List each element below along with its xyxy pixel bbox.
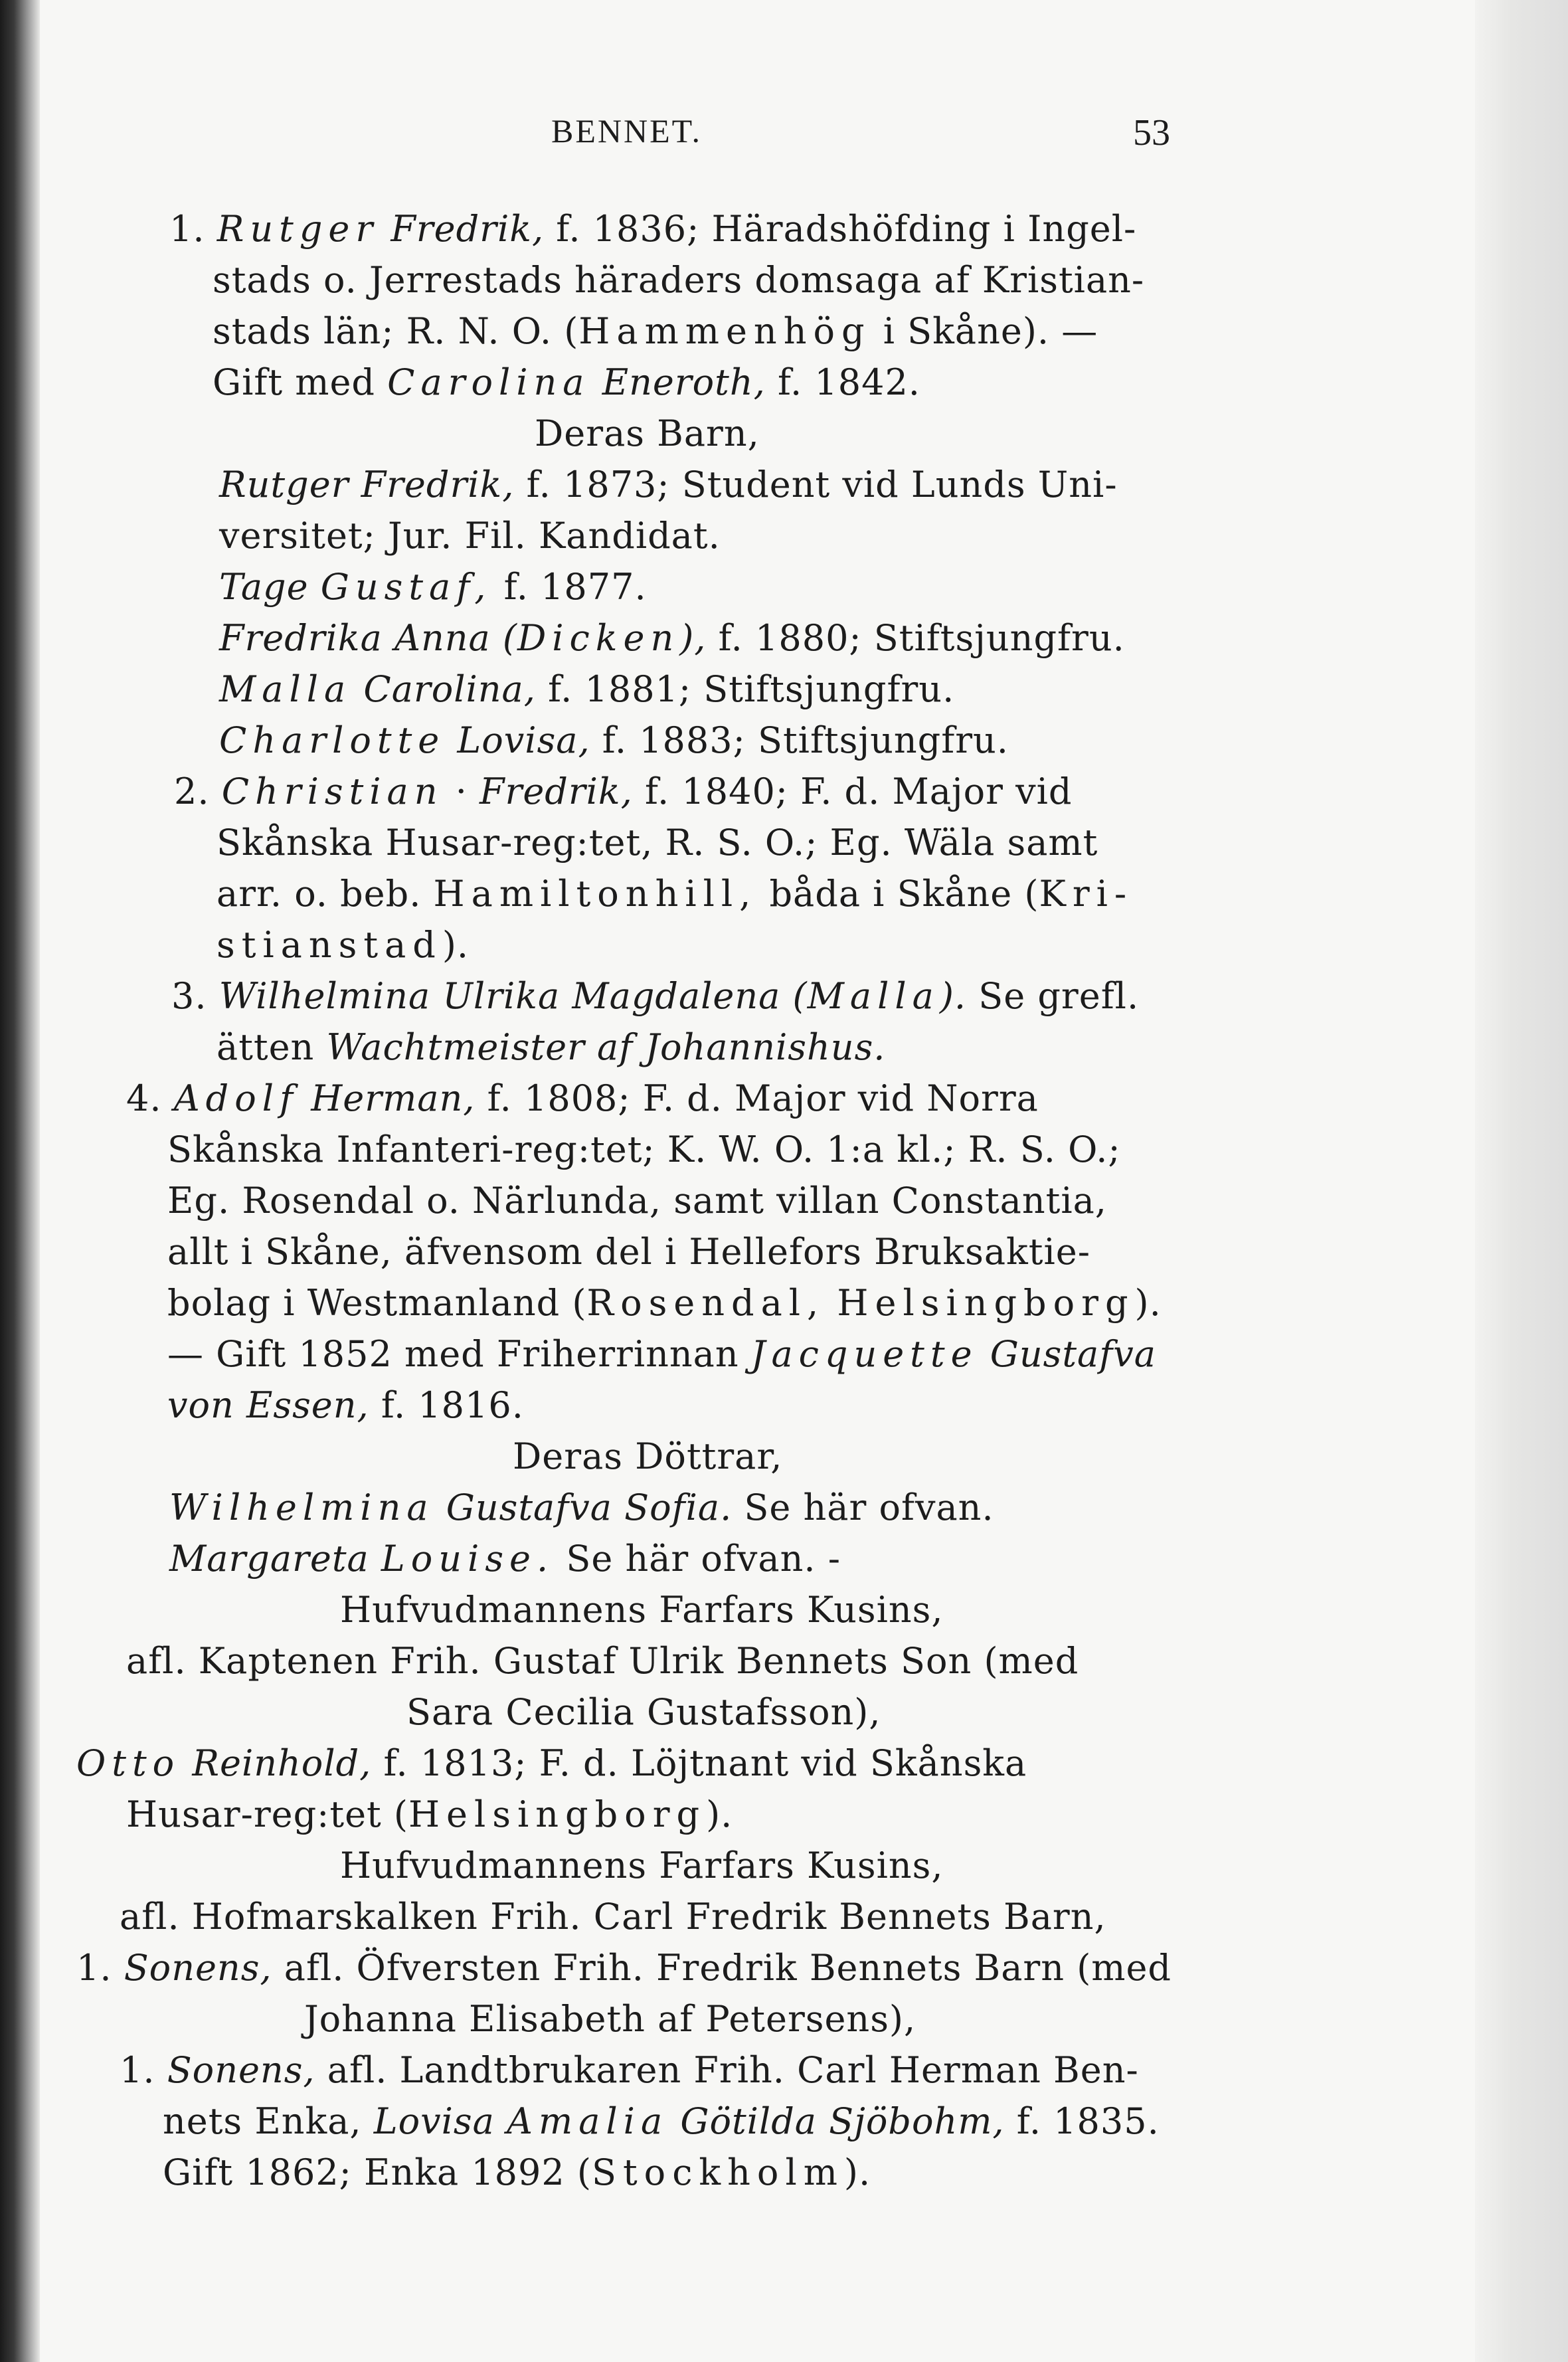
text-segment: versitet; Jur. Fil. Kandidat. <box>219 515 721 557</box>
text-segment: Reinhold, <box>192 1742 372 1784</box>
text-segment: arr. o. beb. <box>217 873 434 915</box>
text-segment: Adolf <box>173 1077 300 1119</box>
text-line <box>76 1744 1027 1783</box>
text-segment: 4. <box>126 1077 174 1119</box>
text-line <box>174 772 1073 812</box>
text-line <box>167 1334 1156 1374</box>
text-segment: Sara Cecilia Gustafsson), <box>406 1691 881 1733</box>
text-segment: ). <box>939 975 967 1017</box>
text-segment <box>379 208 391 250</box>
text-segment: afl. Landtbrukaren Frih. Carl Herman Ben- <box>315 2049 1139 2091</box>
text-segment: Eneroth, <box>602 361 766 403</box>
text-segment: Amalia <box>507 2100 669 2142</box>
text-line <box>163 2102 1160 2141</box>
text-line <box>217 874 1133 914</box>
text-segment: — Gift 1852 med Friherrinnan <box>167 1333 751 1375</box>
text-segment: Carolina <box>387 361 590 403</box>
text-segment: Eg. Rosendal o. Närlunda, samt villan Constantia, <box>167 1180 1107 1222</box>
text-segment: Deras Barn, <box>535 412 760 454</box>
text-segment <box>351 668 363 710</box>
text-line <box>340 1590 944 1630</box>
text-segment: Götilda Sjöbohm, <box>680 2100 1005 2142</box>
text-segment <box>369 1538 381 1580</box>
text-segment: Helsingborg <box>408 1793 707 1835</box>
text-segment: i Skåne). — <box>871 310 1098 352</box>
text-segment: Gift 1862; Enka 1892 ( <box>163 2151 592 2193</box>
text-segment <box>495 2100 507 2142</box>
text-line <box>120 2050 1139 2090</box>
text-line <box>167 1283 1162 1323</box>
text-segment: ). <box>442 924 470 966</box>
text-line <box>126 1795 733 1835</box>
text-segment: von Essen, <box>167 1384 369 1426</box>
text-segment: f. 1836; Häradshöfding i Ingel- <box>544 208 1137 250</box>
text-segment: f. 1877. <box>491 566 647 608</box>
text-segment: allt i Skåne, äfvensom del i Hellefors Bruksaktie- <box>167 1231 1090 1273</box>
text-segment: Louise. <box>381 1538 555 1580</box>
text-segment: Charlotte <box>219 719 446 761</box>
text-segment: Tage <box>219 566 309 608</box>
text-line <box>406 1692 881 1732</box>
page-number: 53 <box>1133 112 1170 153</box>
text-line <box>163 2153 871 2193</box>
text-segment: båda i Skåne ( <box>757 873 1039 915</box>
text-segment: Herman, <box>311 1077 476 1119</box>
text-segment: 2. <box>174 771 222 812</box>
text-segment: Sonens, <box>167 2049 315 2091</box>
text-segment: Deras Döttrar, <box>513 1435 783 1477</box>
text-segment: Gustaf, <box>320 566 492 608</box>
text-segment: ). <box>1134 1282 1162 1324</box>
text-segment <box>668 2100 680 2142</box>
text-segment <box>590 361 602 403</box>
text-segment: Johanna Elisabeth af Petersens), <box>304 1998 916 2040</box>
text-segment: Husar-reg:tet ( <box>126 1793 408 1835</box>
text-segment: ), <box>679 617 707 659</box>
text-segment: 1. <box>169 208 217 250</box>
text-segment <box>309 566 321 608</box>
text-segment <box>180 1742 192 1784</box>
text-segment: · <box>443 771 480 812</box>
text-segment <box>434 1487 446 1528</box>
text-segment: 3. <box>171 975 219 1017</box>
text-segment: f. 1816. <box>369 1384 524 1426</box>
text-line <box>76 1948 1172 1988</box>
text-line <box>340 1846 944 1886</box>
text-segment: Sonens, <box>124 1947 272 1989</box>
text-line <box>535 414 760 454</box>
text-segment: f. 1840; F. d. Major vid <box>632 771 1073 812</box>
text-segment <box>825 1282 837 1324</box>
text-line <box>217 823 1098 863</box>
text-segment <box>299 1077 311 1119</box>
text-segment: Dicken <box>517 617 680 659</box>
text-line <box>169 1539 841 1579</box>
text-segment: stianstad <box>217 924 442 966</box>
text-line <box>167 1181 1107 1221</box>
text-segment: 1. <box>76 1947 124 1989</box>
text-line <box>169 209 1136 249</box>
text-line <box>171 976 1139 1016</box>
text-segment: bolag i Westmanland ( <box>167 1282 587 1324</box>
text-line <box>213 260 1144 300</box>
text-segment: ). <box>843 2151 871 2193</box>
text-line <box>167 1386 524 1425</box>
text-segment: Lovisa, <box>457 719 590 761</box>
text-line <box>217 925 469 965</box>
text-segment: Christian <box>221 771 444 812</box>
text-segment: Rutger Fredrik, <box>219 464 515 505</box>
text-line <box>126 1641 1079 1681</box>
text-segment: Wachtmeister af Johannishus. <box>326 1026 886 1068</box>
text-segment: f. 1880; Stiftsjungfru. <box>706 617 1125 659</box>
text-segment: Malla <box>219 668 352 710</box>
text-segment: Se här ofvan. <box>732 1487 994 1528</box>
text-line <box>513 1437 782 1477</box>
text-segment: Margareta <box>169 1538 369 1580</box>
text-line <box>304 1999 916 2039</box>
text-segment: ). <box>706 1793 733 1835</box>
text-segment: Fredrik, <box>391 208 545 250</box>
text-line <box>217 1028 885 1067</box>
text-line <box>219 567 647 607</box>
text-segment: f. 1842. <box>765 361 920 403</box>
text-line <box>219 618 1125 658</box>
text-segment: Skånska Husar-reg:tet, R. S. O.; Eg. Wäla samt <box>217 822 1098 863</box>
text-line <box>126 1079 1039 1119</box>
text-line <box>169 1488 994 1528</box>
text-segment: Malla <box>807 975 940 1017</box>
text-segment: nets Enka, <box>163 2100 374 2142</box>
text-segment: Lovisa <box>373 2100 495 2142</box>
text-segment: Rosendal, <box>586 1282 826 1324</box>
text-segment: Hammenhög <box>578 310 871 352</box>
text-segment: afl. Kaptenen Frih. Gustaf Ulrik Bennets Son (med <box>126 1640 1079 1682</box>
text-line <box>120 1897 1106 1937</box>
text-segment: Hufvudmannens Farfars Kusins, <box>340 1589 944 1631</box>
text-line <box>219 721 1009 761</box>
text-segment: Otto <box>76 1742 181 1784</box>
text-line <box>219 516 721 556</box>
text-segment <box>445 719 457 761</box>
text-segment: Hamiltonhill, <box>433 873 758 915</box>
text-segment: Gustafva <box>990 1333 1156 1375</box>
text-segment: f. 1808; F. d. Major vid Norra <box>475 1077 1039 1119</box>
text-segment: Fredrika Anna ( <box>219 617 517 659</box>
text-segment: Helsingborg <box>837 1282 1135 1324</box>
text-segment <box>978 1333 990 1375</box>
text-line <box>167 1232 1090 1272</box>
text-segment: Gustafva Sofia. <box>446 1487 733 1528</box>
text-segment: Fredrik, <box>479 771 633 812</box>
text-segment: Kri- <box>1039 873 1134 915</box>
text-segment: ätten <box>217 1026 327 1068</box>
text-line <box>213 363 920 403</box>
text-segment: afl. Öfversten Frih. Fredrik Bennets Barn (med <box>272 1947 1172 1989</box>
text-segment: Stockholm <box>591 2151 844 2193</box>
text-segment: stads län; R. N. O. ( <box>213 310 579 352</box>
text-line <box>219 670 954 709</box>
text-segment: f. 1835. <box>1004 2100 1160 2142</box>
text-segment: Gift med <box>213 361 388 403</box>
text-segment: Carolina, <box>363 668 536 710</box>
text-segment: Wilhelmina Ulrika Magdalena ( <box>218 975 808 1017</box>
text-segment: Rutger <box>217 208 379 250</box>
text-segment: f. 1883; Stiftsjungfru. <box>590 719 1009 761</box>
text-segment: 1. <box>120 2049 167 2091</box>
text-segment: Se här ofvan. - <box>554 1538 841 1580</box>
text-segment: Skånska Infanteri-reg:tet; K. W. O. 1:a kl.; R. S. O.; <box>167 1129 1121 1170</box>
text-line <box>219 465 1118 505</box>
text-segment: f. 1873; Student vid Lunds Uni- <box>514 464 1118 505</box>
text-line <box>213 312 1098 351</box>
text-segment: Jacquette <box>750 1333 978 1375</box>
running-header-title: BENNET. <box>551 112 702 149</box>
text-segment: stads o. Jerrestads häraders domsaga af Kristian- <box>213 259 1145 301</box>
text-segment: f. 1881; Stiftsjungfru. <box>535 668 955 710</box>
text-segment: f. 1813; F. d. Löjtnant vid Skånska <box>371 1742 1027 1784</box>
text-segment: afl. Hofmarskalken Frih. Carl Fredrik Bennets Barn, <box>120 1896 1106 1938</box>
text-segment: Se grefl. <box>966 975 1140 1017</box>
text-segment: Wilhelmina <box>169 1487 434 1528</box>
text-segment: Hufvudmannens Farfars Kusins, <box>340 1845 944 1886</box>
text-line <box>167 1130 1121 1170</box>
